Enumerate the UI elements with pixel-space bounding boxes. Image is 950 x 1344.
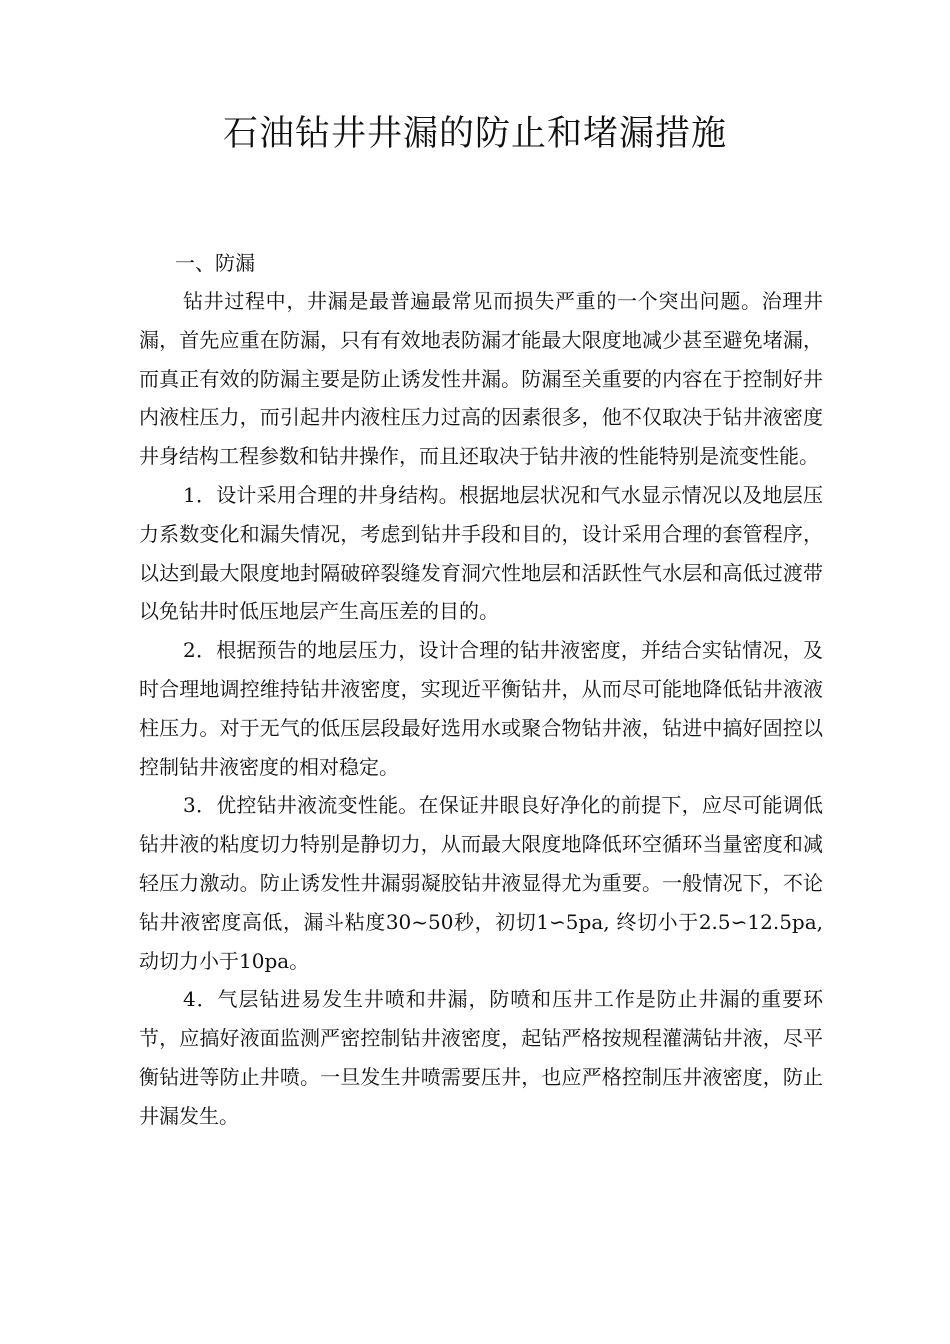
document-title: 石油钻井井漏的防止和堵漏措施 bbox=[222, 114, 727, 154]
document-body bbox=[139, 244, 823, 1136]
section-heading: 一、防漏 bbox=[175, 251, 255, 275]
paragraph-item-3: 3．优控钻井液流变性能。在保证井眼良好净化的前提下，应尽可能调低钻井液的粘度切力特别是静切力，从而最大限度地降低环空循环当量密度和减轻压力激动。防止诱发性井漏弱凝胶钻井液显得尤为重要。一般情况下，不论钻井液密度高低，漏斗粘度30~50秒，初切1∽5pa, 终切小于2.5∽12.5pa, 动切力小于10pa。 bbox=[139, 793, 823, 973]
paragraph-item-4: 4．气层钻进易发生井喷和井漏，防喷和压井工作是防止井漏的重要环节，应搞好液面监测严密控制钻井液密度，起钻严格按规程灌满钻井液，尽平衡钻进等防止井喷。一旦发生井喷需要压井，也应严格控制压井液密度，防止井漏发生。 bbox=[139, 987, 823, 1128]
paragraph-item-1: 1．设计采用合理的井身结构。根据地层状况和气水显示情况以及地层压力系数变化和漏失情况，考虑到钻井手段和目的，设计采用合理的套管程序，以达到最大限度地封隔破碎裂缝发育洞穴性地层和活跃性气水层和高低过渡带以免钻井时低压地层产生高压差的目的。 bbox=[139, 482, 823, 624]
paragraph-item-2: 2．根据预告的地层压力，设计合理的钻井液密度，并结合实钻情况，及时合理地调控维持钻井液密度，实现近平衡钻井，从而尽可能地降低钻井液液柱压力。对于无气的低压层段最好选用水或聚合物钻井液，钻进中搞好固控以控制钻井液密度的相对稳定。 bbox=[139, 638, 823, 779]
paragraph-intro: 钻井过程中，井漏是最普遍最常见而损失严重的一个突出问题。治理井漏，首先应重在防漏，只有有效地表防漏才能最大限度地减少甚至避免堵漏，而真正有效的防漏主要是防止诱发性井漏。防漏至关重要的内容在于控制好井内液柱压力，而引起井内液柱压力过高的因素很多，他不仅取决于钻井液密度井身结构工程参数和钻井操作，而且还取决于钻井液的性能特别是流变性能。 bbox=[139, 289, 823, 469]
